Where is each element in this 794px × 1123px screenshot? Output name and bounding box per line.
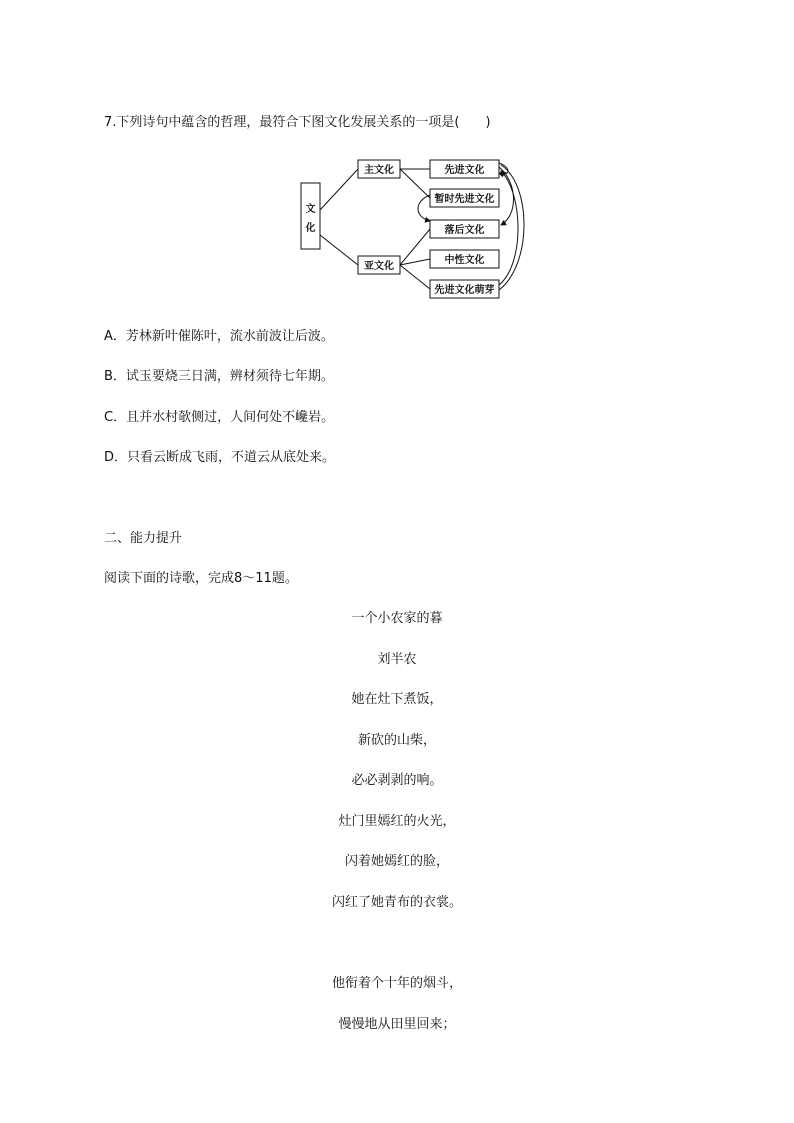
culture-diagram-svg — [296, 155, 526, 305]
diagram-node-main-culture — [358, 160, 400, 178]
poem-title: 一个小农家的暮 — [351, 611, 443, 626]
poem-author: 刘半农 — [377, 652, 417, 667]
option-b: B．试玉要烧三日满，辨材须待七年期。 — [104, 369, 334, 384]
diagram-label-advanced-sprout: 先进文化萌芽 — [434, 285, 495, 296]
diagram-root-char-2: 化 — [305, 223, 316, 234]
diagram-label-main-culture: 主文化 — [364, 165, 394, 176]
section-2-title: 二、能力提升 — [104, 531, 183, 546]
poem-line: 慢慢地从田里回来； — [338, 1017, 456, 1032]
diagram-node-root — [301, 183, 320, 249]
diagram-node-neutral-culture — [430, 250, 499, 268]
poem-line: 她在灶下煮饭， — [351, 692, 443, 707]
diagram-label-temp-advanced-culture: 暂时先进文化 — [434, 194, 495, 205]
poem-line: 新砍的山柴， — [357, 733, 436, 748]
diagram-node-sub-culture — [358, 256, 400, 274]
option-a: A．芳林新叶催陈叶，流水前波让后波。 — [104, 329, 334, 344]
diagram-label-advanced-culture: 先进文化 — [444, 165, 485, 176]
section-2-instruction: 阅读下面的诗歌，完成8～11题。 — [104, 571, 298, 586]
diagram-node-advanced-sprout — [430, 280, 499, 298]
diagram-node-temp-advanced-culture — [430, 189, 499, 207]
diagram-label-neutral-culture: 中性文化 — [444, 255, 485, 266]
poem-line: 必必剥剥的响。 — [351, 773, 443, 788]
option-d: D．只看云断成飞雨，不道云从底处来。 — [104, 450, 336, 465]
poem-line: 他衔着个十年的烟斗， — [331, 976, 462, 991]
culture-development-diagram — [296, 155, 526, 305]
diagram-node-backward-culture — [430, 220, 499, 238]
diagram-label-sub-culture: 亚文化 — [364, 261, 394, 272]
poem-line: 闪红了她青布的衣裳。 — [331, 895, 462, 910]
poem-line: 闪着她嫣红的脸， — [344, 854, 449, 869]
diagram-root-char-1: 文 — [305, 204, 316, 215]
option-c: C．且并水村欹侧过，人间何处不巉岩。 — [104, 410, 335, 425]
question-7-stem: 7.下列诗句中蕴含的哲理，最符合下图文化发展关系的一项是( ) — [104, 115, 491, 130]
diagram-node-advanced-culture — [430, 160, 499, 178]
diagram-label-backward-culture: 落后文化 — [444, 225, 485, 236]
poem-line: 灶门里嫣红的火光， — [338, 814, 456, 829]
